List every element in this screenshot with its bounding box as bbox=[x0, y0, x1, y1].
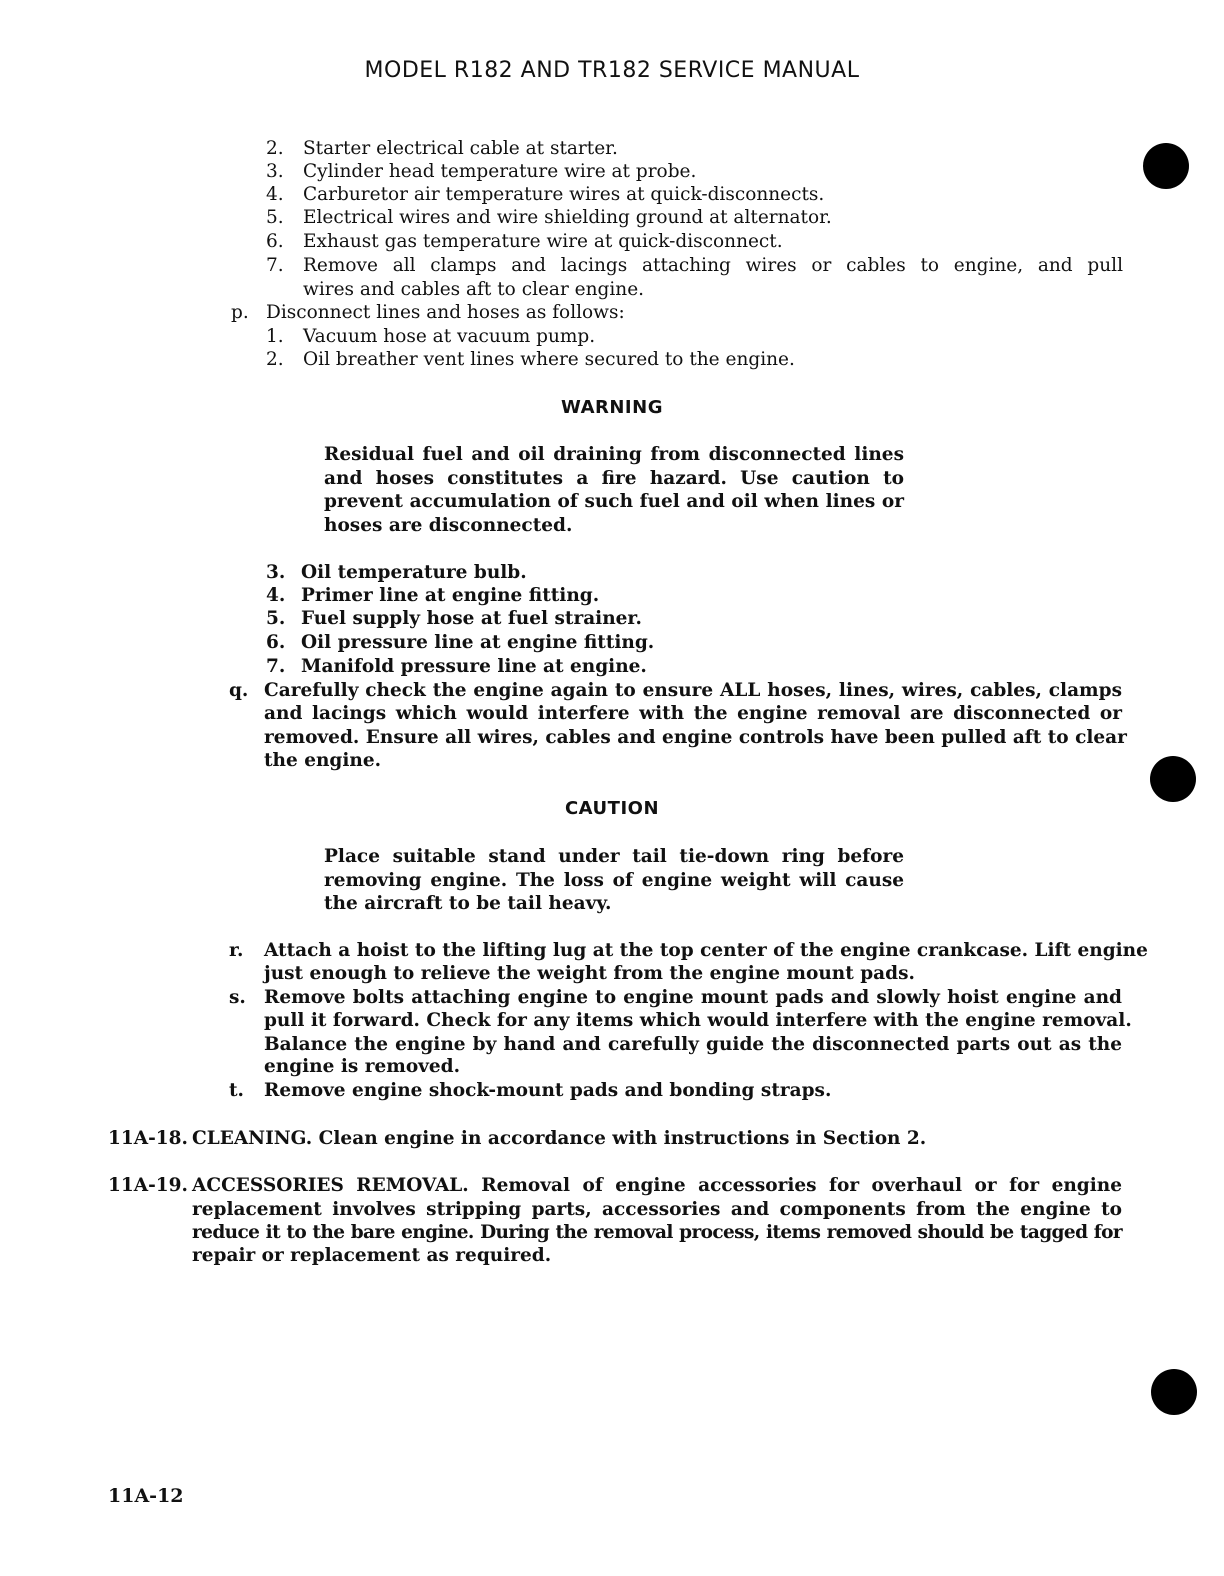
caution-title: CAUTION bbox=[564, 798, 660, 819]
warning-body: Residual fuel and oil draining from disconnected lines and hoses constitutes a fire hazard. Use caution to prevent accumulation of such fuel and oil when lines or hoses are disconnected. bbox=[324, 444, 904, 536]
page-title: MODEL R182 AND TR182 SERVICE MANUAL bbox=[364, 58, 860, 83]
punch-hole-icon bbox=[1151, 1369, 1197, 1415]
caution-body: Place suitable stand under tail tie-down ring before removing engine. The loss of engine weight will cause the aircraft to be tail heavy. bbox=[324, 846, 904, 914]
punch-hole-icon bbox=[1143, 143, 1189, 189]
punch-hole-icon bbox=[1150, 756, 1196, 802]
warning-title: WARNING bbox=[561, 397, 663, 418]
page-number: 11A-12 bbox=[108, 1485, 184, 1507]
